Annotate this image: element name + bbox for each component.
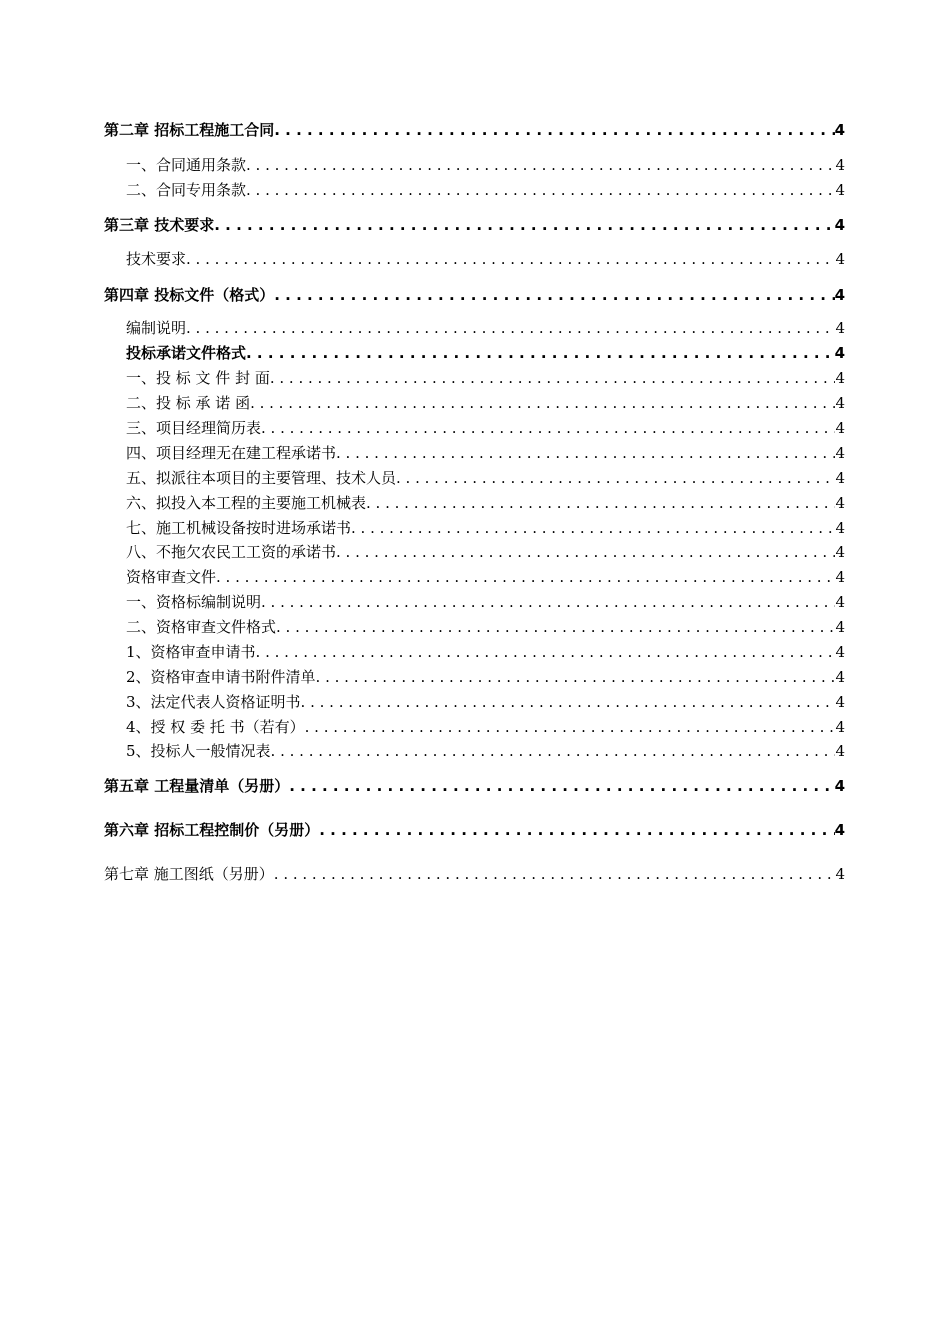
toc-leader-dots	[396, 469, 835, 487]
toc-entry[interactable]	[126, 465, 845, 487]
toc-page-number: 4	[834, 286, 845, 304]
toc-entry[interactable]	[126, 340, 845, 362]
toc-label: 第二章 招标工程施工合同	[104, 121, 275, 139]
toc-entry[interactable]	[126, 738, 845, 760]
toc-page-number: 4	[835, 865, 845, 883]
toc-entry-chapter-6[interactable]	[104, 817, 845, 839]
toc-page-number: 4	[835, 250, 845, 268]
toc-leader-dots	[271, 742, 836, 760]
toc-page-number: 4	[835, 668, 845, 686]
toc-page-number: 4	[834, 121, 845, 139]
toc-leader-dots	[336, 444, 835, 462]
toc-label: 4、授 权 委 托 书（若有）	[126, 718, 305, 736]
toc-page-number: 4	[835, 718, 845, 736]
toc-page-number: 4	[835, 693, 845, 711]
toc-page-number: 4	[835, 643, 845, 661]
toc-leader-dots	[246, 181, 835, 199]
toc-label: 技术要求	[126, 250, 187, 268]
toc-entry[interactable]	[126, 614, 845, 636]
toc-entry-chapter-2[interactable]	[104, 117, 845, 139]
toc-entry[interactable]	[126, 714, 845, 736]
toc-page-number: 4	[835, 419, 845, 437]
toc-leader-dots	[276, 618, 835, 636]
toc-leader-dots	[319, 821, 834, 839]
toc-page-number: 4	[835, 156, 845, 174]
toc-page-number: 4	[835, 742, 845, 760]
toc-leader-dots	[216, 568, 835, 586]
toc-leader-dots	[274, 865, 836, 883]
toc-label: 二、资格审查文件格式	[126, 618, 277, 636]
toc-leader-dots	[261, 419, 835, 437]
toc-label: 资格审查文件	[126, 568, 217, 586]
toc-leader-dots	[305, 718, 836, 736]
toc-leader-dots	[316, 668, 836, 686]
toc-entry[interactable]	[126, 365, 845, 387]
toc-leader-dots	[301, 693, 836, 711]
toc-page-number: 4	[835, 618, 845, 636]
toc-page-number: 4	[835, 593, 845, 611]
toc-entry[interactable]	[126, 315, 845, 337]
toc-page-number: 4	[835, 469, 845, 487]
toc-page-number: 4	[835, 568, 845, 586]
toc-leader-dots	[246, 156, 835, 174]
toc-label: 四、项目经理无在建工程承诺书	[126, 444, 337, 462]
toc-page-number: 4	[834, 216, 845, 234]
toc-page-number: 4	[834, 777, 845, 795]
toc-label: 第四章 投标文件（格式）	[104, 286, 275, 304]
toc-label: 二、合同专用条款	[126, 181, 247, 199]
toc-leader-dots	[261, 593, 835, 611]
toc-label: 编制说明	[126, 319, 187, 337]
toc-leader-dots	[289, 777, 834, 795]
toc-page-number: 4	[835, 369, 845, 387]
toc-label: 3、法定代表人资格证明书	[126, 693, 301, 711]
toc-label: 二、投 标 承 诺 函	[126, 394, 251, 412]
toc-label: 5、投标人一般情况表	[126, 742, 271, 760]
toc-leader-dots	[274, 121, 834, 139]
toc-page-number: 4	[835, 181, 845, 199]
toc-entry-chapter-5[interactable]	[104, 773, 845, 795]
toc-leader-dots	[214, 216, 834, 234]
toc-entry[interactable]	[126, 664, 845, 686]
toc-entry[interactable]	[126, 490, 845, 512]
toc-label: 六、拟投入本工程的主要施工机械表	[126, 494, 367, 512]
toc-page-number: 4	[835, 543, 845, 561]
toc-label: 2、资格审查申请书附件清单	[126, 668, 316, 686]
toc-page-number: 4	[835, 519, 845, 537]
toc-page-number: 4	[835, 319, 845, 337]
toc-entry[interactable]	[126, 539, 845, 561]
toc-leader-dots	[270, 369, 836, 387]
toc-leader-dots	[256, 643, 836, 661]
toc-entry-chapter-3[interactable]	[104, 212, 845, 234]
toc-leader-dots	[250, 394, 835, 412]
toc-entry[interactable]	[126, 440, 845, 462]
toc-entry[interactable]	[126, 415, 845, 437]
toc-entry[interactable]	[126, 689, 845, 711]
toc-label: 第三章 技术要求	[104, 216, 215, 234]
toc-page-number: 4	[834, 344, 845, 362]
toc-leader-dots	[351, 519, 835, 537]
toc-label: 七、施工机械设备按时进场承诺书	[126, 519, 352, 537]
toc-entry[interactable]	[126, 589, 845, 611]
toc-leader-dots	[186, 250, 835, 268]
toc-entry[interactable]	[126, 177, 845, 199]
toc-label: 八、不拖欠农民工工资的承诺书	[126, 543, 337, 561]
toc-entry[interactable]	[126, 390, 845, 412]
toc-label: 第六章 招标工程控制价（另册）	[104, 821, 320, 839]
toc-leader-dots	[186, 319, 835, 337]
toc-label: 三、项目经理简历表	[126, 419, 262, 437]
toc-page-number: 4	[835, 394, 845, 412]
toc-label: 第五章 工程量清单（另册）	[104, 777, 290, 795]
toc-page-number: 4	[835, 444, 845, 462]
toc-label: 五、拟派往本项目的主要管理、技术人员	[126, 469, 397, 487]
toc-label: 一、投 标 文 件 封 面	[126, 369, 270, 387]
toc-label: 第七章 施工图纸（另册）	[104, 865, 274, 883]
toc-leader-dots	[246, 344, 835, 362]
toc-page-number: 4	[834, 821, 845, 839]
toc-leader-dots	[366, 494, 835, 512]
toc-leader-dots	[336, 543, 835, 561]
toc-label: 一、合同通用条款	[126, 156, 247, 174]
toc-entry[interactable]	[126, 564, 845, 586]
toc-entry-chapter-7[interactable]	[104, 861, 845, 883]
toc-entry[interactable]	[126, 246, 845, 268]
toc-label: 一、资格标编制说明	[126, 593, 262, 611]
toc-entry[interactable]	[126, 639, 845, 661]
toc-entry-chapter-4[interactable]	[104, 282, 845, 304]
toc-entry[interactable]	[126, 515, 845, 537]
toc-page-number: 4	[835, 494, 845, 512]
toc-entry[interactable]	[126, 152, 845, 174]
toc-label: 1、资格审查申请书	[126, 643, 256, 661]
toc-label: 投标承诺文件格式	[126, 344, 247, 362]
toc-leader-dots	[274, 286, 834, 304]
